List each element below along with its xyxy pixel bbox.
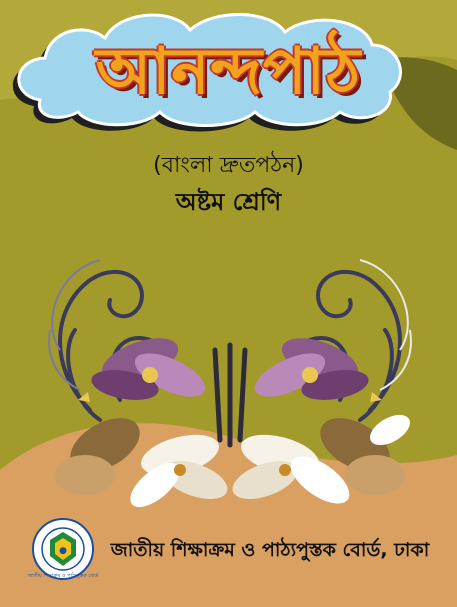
publisher-name: জাতীয় শিক্ষাক্রম ও পাঠ্যপুস্তক বোর্ড, ঢাকা [110,539,430,561]
bottom-right-flowers [228,407,415,513]
book-subtitle: (বাংলা দ্রুতপঠন) [153,153,304,178]
flower-illustration [30,230,430,520]
bottom-left-flowers [55,407,232,515]
right-lily [249,329,371,405]
grade-label: অষ্টম শ্রেণি [175,188,282,216]
book-title: আনন্দপাঠ [95,35,362,109]
center-stems [215,345,245,445]
board-logo-icon [27,518,99,580]
logo-ring-text: জাতীয় শিক্ষাক্রম ও পাঠ্যপুস্তক বোর্ড [27,573,99,579]
svg-text:●: ● [59,546,67,556]
left-lily [89,329,211,405]
